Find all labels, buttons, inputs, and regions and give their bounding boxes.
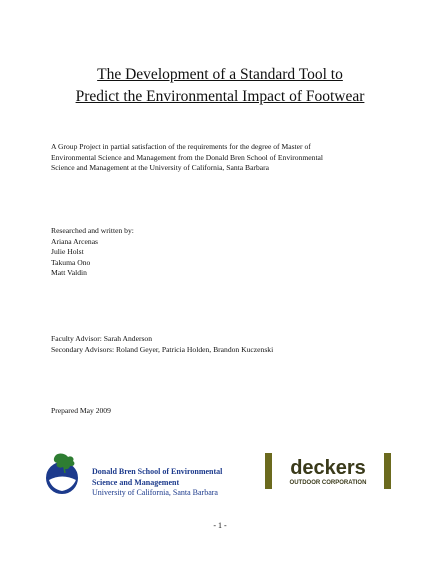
bren-line-2: Science and Management xyxy=(92,477,180,487)
deckers-wordmark: deckers xyxy=(290,457,366,479)
prepared-date: Prepared May 2009 xyxy=(51,406,111,415)
authors-block xyxy=(51,226,391,279)
intro-line-2: Environmental Science and Management from the Donald Bren School of Environmental xyxy=(51,152,324,162)
faculty-advisor: Faculty Advisor: Sarah Anderson xyxy=(51,334,153,343)
page-number: - 1 - xyxy=(213,521,227,530)
author-name: Takuma Ono xyxy=(51,257,91,267)
author-name: Matt Valdin xyxy=(51,268,87,278)
secondary-advisors: Secondary Advisors: Roland Geyer, Patricia Holden, Brandon Kuczenski xyxy=(51,344,274,354)
authors-heading: Researched and written by: xyxy=(51,226,134,235)
intro-line-3: Science and Management at the University of California, Santa Barbara xyxy=(51,163,270,173)
document-title xyxy=(30,64,410,108)
bren-line-3: University of California, Santa Barbara xyxy=(92,488,218,497)
intro-line-1: A Group Project in partial satisfaction of the requirements for the degree of Master of xyxy=(51,142,311,151)
bren-school-text xyxy=(92,467,222,499)
intro-paragraph xyxy=(51,142,391,174)
oak-leaf-globe-icon xyxy=(42,451,88,497)
deckers-logo xyxy=(265,452,391,490)
title-line-1: The Development of a Standard Tool to xyxy=(97,66,343,83)
author-name: Ariana Arcenas xyxy=(51,236,99,246)
deckers-tagline: OUTDOOR CORPORATION xyxy=(289,480,367,486)
title-line-2: Predict the Environmental Impact of Footwear xyxy=(75,88,365,105)
bren-line-1: Donald Bren School of Environmental xyxy=(92,467,223,476)
author-name: Julie Holst xyxy=(51,247,84,257)
advisors-block xyxy=(51,334,391,355)
bren-school-logo-block xyxy=(42,451,242,501)
